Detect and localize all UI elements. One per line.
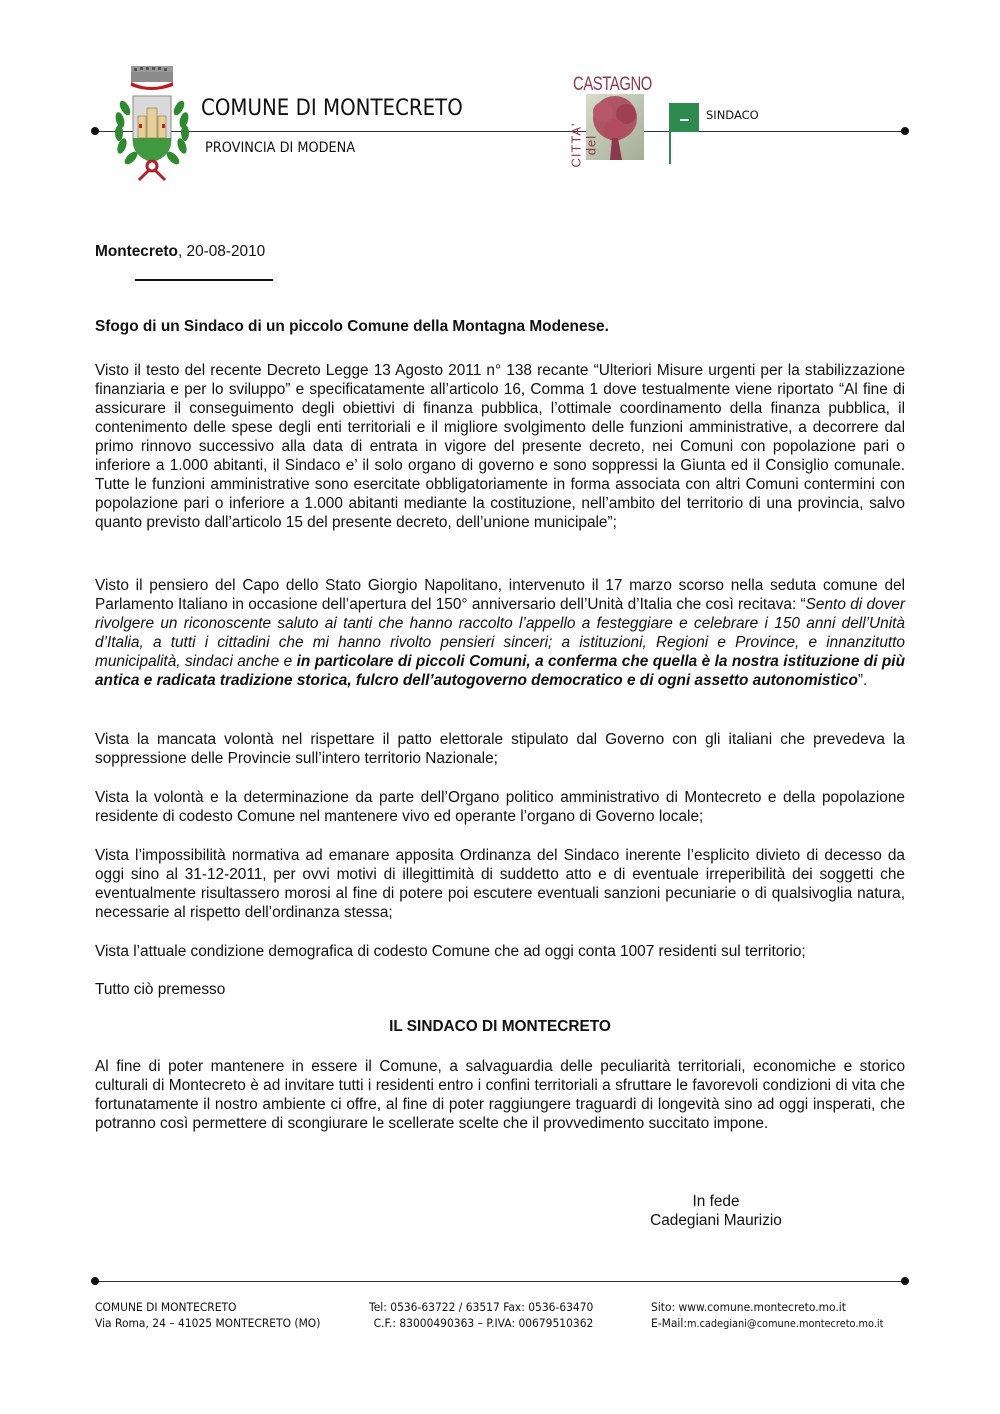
footer-site-line xyxy=(651,1299,883,1315)
signatory: Cadegiani Maurizio xyxy=(650,1212,782,1229)
footer-email-line xyxy=(651,1315,883,1332)
footer-phone-fax: Tel: 0536-63722 / 63517 Fax: 0536-63470 xyxy=(369,1300,594,1314)
footer-tax-ids: C.F.: 83000490363 – P.IVA: 00679510362 xyxy=(373,1316,594,1330)
date: , 20-08-2010 xyxy=(177,243,266,260)
footer-contacts xyxy=(369,1299,593,1331)
footer-org-name: COMUNE DI MONTECRETO xyxy=(95,1300,237,1314)
green-minus-box-icon xyxy=(669,103,699,132)
paragraph-volonta: Vista la volontà e la determinazione da parte dell’Organo politico amministrativo di Montecreto e della popolazione residente di codesto Comune nel mantenere vivo ed operante l’organo di Governo locale; xyxy=(95,789,905,825)
header-title: COMUNE DI MONTECRETO xyxy=(201,96,463,121)
citta-del-label: CITTA' del xyxy=(568,122,599,168)
footer-email-label: E-Mail: xyxy=(651,1316,687,1330)
closing: In fede xyxy=(692,1193,740,1210)
green-accent-stem xyxy=(669,131,671,164)
footer-site-label: Sito: xyxy=(651,1300,679,1314)
header-subtitle: PROVINCIA DI MODENA xyxy=(205,140,356,156)
footer-rule-left-dot xyxy=(91,1277,99,1285)
footer-rule-right-dot xyxy=(901,1277,909,1285)
napolitano-quote-close: ”. xyxy=(857,672,868,689)
paragraph-ordinanza: Vista l’impossibilità normativa ad emanare apposita Ordinanza del Sindaco inerente l’esplicito divieto di decesso da oggi sino al 31-12-2011, per ovvi motivi di illegittimità di suddetto atto e di eventuale irreperibilità dei soggetti che eventualmente risultassero morosi al fine di potere poi escutere eventuali sanzioni pecuniarie o di qualsivoglia natura, necessarie al rispetto dell’ordinanza stessa; xyxy=(95,847,905,921)
footer-street: Via Roma, 24 – 41025 MONTECRETO (MO) xyxy=(95,1316,321,1330)
paragraph-premesso: Tutto ciò premesso xyxy=(95,981,226,998)
footer-site-link[interactable]: www.comune.montecreto.mo.it xyxy=(678,1300,846,1314)
date-underline xyxy=(135,279,273,281)
citta-del-castagno-logo xyxy=(568,74,652,168)
letter-subject: Sfogo di un Sindaco di un piccolo Comune della Montagna Modenese. xyxy=(95,318,609,335)
place: Montecreto xyxy=(95,243,178,260)
header-rule-right-dot xyxy=(901,127,909,135)
coat-of-arms-icon xyxy=(105,58,197,183)
role-label: SINDACO xyxy=(706,108,759,122)
napolitano-quote: Sento di dover rivolgere un riconoscente saluto ai tanti che hanno raccolto l’appello a festeggiare e celebrare i 150 anni dell’Unità d’Italia, a tutti i cittadini che mi hanno rivolto pensieri sinceri; a istituzioni, Regioni e Province, e innanzitutto municipalità, sindaci anche e xyxy=(95,596,905,670)
paragraph-decreto: Visto il testo del recente Decreto Legge 13 Agosto 2011 n° 138 recante “Ulteriori Misure urgenti per la stabilizzazione finanziaria e per lo sviluppo” e specificatamente all’articolo 16, Comma 1 dove testualmente viene riportato “Al fine di assicurare il conseguimento degli obiettivi di finanza pubblica, l’ottimale coordinamento della finanza pubblica, il contenimento delle spese degli enti territoriali e il migliore svolgimento delle funzioni amministrative, a decorrere dal primo rinnovo successivo alla data di entrata in vigore del presente decreto, nei Comuni con popolazione pari o inferiore a 1.000 abitanti, il Sindaco e’ il solo organo di governo e sono soppressi la Giunta ed il Consiglio comunale. Tutte le funzioni amministrative sono esercitate obbligatoriamente in forma associata con altri Comuni contermini con popolazione pari o inferiore a 1.000 abitanti mediante la costituzione, nell’ambito del territorio di una provincia, salvo quanto previsto dall’articolo 15 del presente decreto, dell’unione municipale”; xyxy=(95,362,905,531)
footer-email-link[interactable]: m.cadegiani@comune.montecreto.mo.it xyxy=(686,1318,884,1330)
castagno-logo-word: CASTAGNO xyxy=(573,74,652,95)
header-rule xyxy=(95,131,905,132)
place-date xyxy=(95,243,265,261)
mayor-heading: IL SINDACO DI MONTECRETO xyxy=(389,1018,611,1035)
paragraph-province: Vista la mancata volontà nel rispettare il patto elettorale stipulato dal Governo con gli italiani che prevedeva la soppressione delle Provincie sull’intero territorio Nazionale; xyxy=(95,731,905,767)
footer-rule xyxy=(95,1281,905,1282)
paragraph-demografia: Vista l’attuale condizione demografica di codesto Comune che ad oggi conta 1007 residenti sul territorio; xyxy=(95,943,806,960)
paragraph-invito: Al fine di poter mantenere in essere il Comune, a salvaguardia delle peculiarità territoriali, economiche e storico culturali di Montecreto è ad invitare tutti i residenti entro i confini territoriali a sfruttare le favorevoli condizioni di vita che fortunatamente il nostro ambiente ci offre, al fine di poter raggiungere traguardi di longevità sino ad oggi insperati, che potranno così permettere di scongiurare le scellerate scelte che il provvedimento succitato impone. xyxy=(95,1058,905,1132)
header-rule-left-dot xyxy=(91,127,99,135)
paragraph-napolitano xyxy=(95,576,905,690)
footer-web xyxy=(651,1299,883,1332)
napolitano-intro: Visto il pensiero del Capo dello Stato Giorgio Napolitano, intervenuto il 17 marzo scorso nella seduta comune del Parlamento Italiano in occasione dell’apertura del 150° anniversario dell’Unità d’Italia che così recitava: “ xyxy=(95,577,905,613)
napolitano-quote-emphasis: in particolare di piccoli Comuni, a conferma che quella è la nostra istituzione di più antica e radicata tradizione storica, fulcro dell’autogoverno democratico e di ogni assetto autonomistico xyxy=(95,653,905,689)
footer-address xyxy=(95,1299,320,1331)
